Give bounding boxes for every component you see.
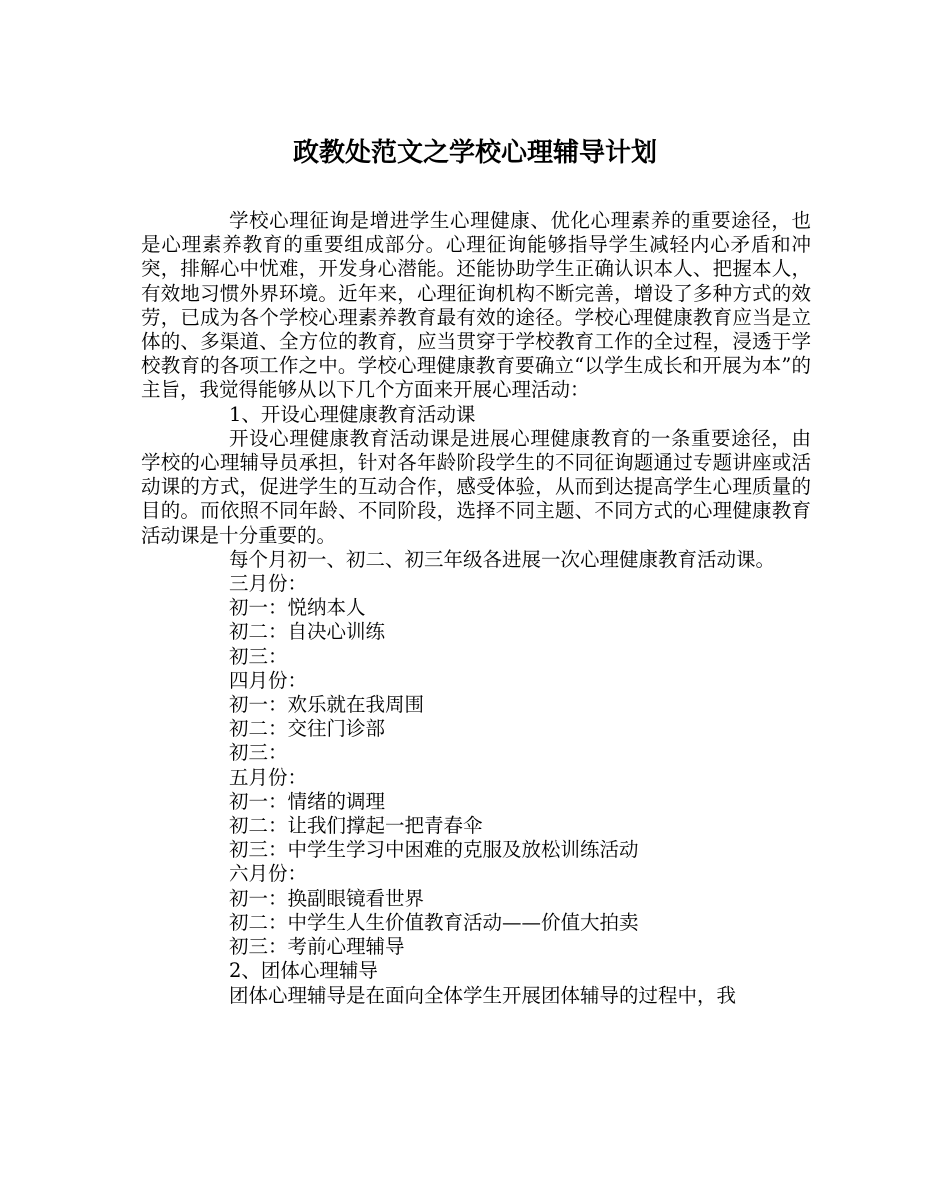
section1-heading: 1、开设心理健康教育活动课 [229,402,476,426]
month-label: 四月份： [229,668,308,692]
month-item: 初一：悦纳本人 [229,596,366,620]
month-label: 五月份： [229,765,308,789]
document-body [141,209,811,1008]
month-item: 初三：考前心理辅导 [229,935,405,959]
section2-paragraph: 团体心理辅导是在面向全体学生开展团体辅导的过程中，我 [229,983,737,1007]
month-item: 初三： [229,644,288,668]
section1-paragraph: 开设心理健康教育活动课是进展心理健康教育的一条重要途径，由学校的心理辅导员承担，针对各年龄阶段学生的不同征询题通过专题讲座或活动课的方式，促进学生的互动合作，感受体验，从而到达提高学生心理质量的目的。而依照不同年龄、不同阶段，选择不同主题、不同方式的心理健康教育活动课是十分重要的。 [141,426,811,547]
month-item: 初二：中学生人生价值教育活动——价值大拍卖 [229,910,639,934]
month-item: 初二：自决心训练 [229,620,386,644]
month-label: 三月份： [229,572,308,596]
month-item: 初三： [229,741,288,765]
month-item: 初一：欢乐就在我周围 [229,693,425,717]
month-item: 初一：情绪的调理 [229,789,386,813]
month-item: 初二：交往门诊部 [229,717,386,741]
month-label: 六月份： [229,862,308,886]
intro-paragraph: 学校心理征询是增进学生心理健康、优化心理素养的重要途径，也是心理素养教育的重要组成部分。心理征询能够指导学生减轻内心矛盾和冲突，排解心中忧难，开发身心潜能。还能协助学生正确认识本人、把握本人，有效地习惯外界环境。近年来，心理征询机构不断完善，增设了多种方式的效劳，已成为各个学校心理素养教育最有效的途径。学校心理健康教育应当是立体的、多渠道、全方位的教育，应当贯穿于学校教育工作的全过程，浸透于学校教育的各项工作之中。学校心理健康教育要确立“以学生成长和开展为本”的主旨，我觉得能够从以下几个方面来开展心理活动： [141,209,811,402]
month-item: 初一：换副眼镜看世界 [229,886,425,910]
month-item: 初三：中学生学习中困难的克服及放松训练活动 [229,838,639,862]
month-item: 初二：让我们撑起一把青春伞 [229,814,483,838]
document-title: 政教处范文之学校心理辅导计划 [292,138,657,168]
section2-heading: 2、团体心理辅导 [229,959,378,983]
section1-schedule: 每个月初一、初二、初三年级各进展一次心理健康教育活动课。 [229,547,776,571]
